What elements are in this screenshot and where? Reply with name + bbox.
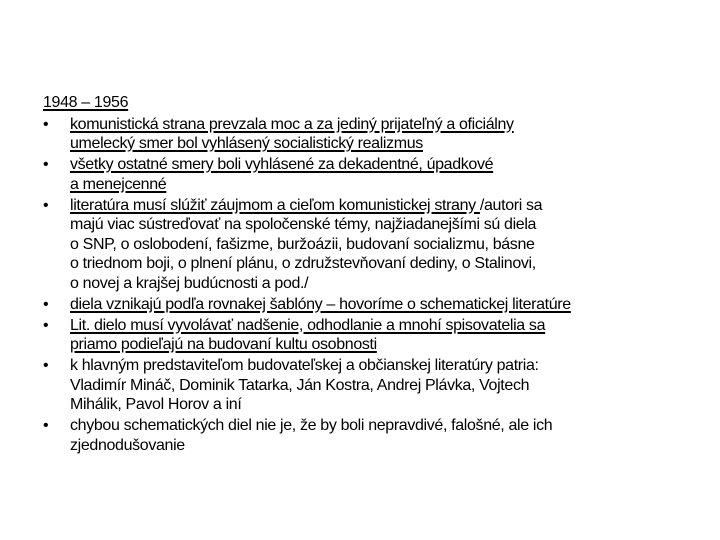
list-item xyxy=(43,295,703,315)
list-item xyxy=(43,416,703,455)
line-text: všetky ostatné smery boli vyhlásené za dekadentné, úpadkové xyxy=(70,156,494,173)
list-item xyxy=(43,316,703,355)
list-item-line xyxy=(70,416,703,436)
bullet-icon: • xyxy=(43,417,49,434)
bullet-icon: • xyxy=(43,196,49,214)
line-text: chybou schematických diel nie je, že by boli nepravdivé, falošné, ale ich xyxy=(70,417,553,434)
list-item-line xyxy=(70,356,703,376)
bullet-icon: • xyxy=(43,295,49,313)
list-item-line xyxy=(70,376,703,396)
line-text: Lit. dielo musí vyvolávať nadšenie, odhodlanie a mnohí spisovatelia sa xyxy=(70,316,546,334)
bullet-icon: • xyxy=(43,156,49,173)
list-item-line xyxy=(70,155,703,175)
list-item-line xyxy=(70,175,703,195)
line-text: Mihálik, Pavol Horov a iní xyxy=(70,396,242,413)
line-text: k hlavným predstaviteľom budovateľskej a občianskej literatúry patria: xyxy=(70,357,539,374)
bullet-icon: • xyxy=(43,115,49,133)
line-text: priamo podieľajú na budovaní kultu osobnosti xyxy=(70,336,377,353)
line-text: o novej a krajšej budúcnosti a pod./ xyxy=(70,274,309,292)
list-item-line xyxy=(70,215,703,235)
line-text: komunistická strana prevzala moc a za jediný prijateľný a oficiálny xyxy=(70,115,514,133)
list-item xyxy=(43,196,703,294)
list-item xyxy=(43,356,703,415)
line-text: umelecký smer bol vyhlásený socialistický realizmus xyxy=(70,135,423,152)
list-item-line xyxy=(70,115,703,135)
list-item xyxy=(43,115,703,154)
list-item-line xyxy=(70,235,703,255)
line-text: o SNP, o oslobodení, fašizme, buržoázii, budovaní socializmu, básne xyxy=(70,235,535,253)
bullet-icon: • xyxy=(43,357,49,374)
plain-text: /autori sa xyxy=(479,196,543,214)
slide-heading: 1948 – 1956 xyxy=(43,94,129,111)
line-text: o triednom boji, o plnení plánu, o združstevňovaní dediny, o Stalinovi, xyxy=(70,255,536,272)
bullet-list xyxy=(43,115,703,456)
list-item-line xyxy=(70,436,703,456)
list-item-line xyxy=(70,196,703,216)
underlined-text: literatúra musí slúžiť záujmom a cieľom komunistickej strany xyxy=(70,196,480,214)
list-item-line xyxy=(70,295,703,315)
line-text: diela vznikajú podľa rovnakej šablóny – hovoríme o schematickej literatúre xyxy=(70,295,571,313)
line-text: majú viac sústreďovať na spoločenské témy, najžiadanejšími sú diela xyxy=(70,216,537,233)
list-item-line xyxy=(70,316,703,336)
list-item-line xyxy=(70,335,703,355)
line-text: zjednodušovanie xyxy=(70,436,185,454)
list-item xyxy=(43,155,703,194)
list-item-line xyxy=(70,395,703,415)
list-item-line xyxy=(70,134,703,154)
list-item-line xyxy=(70,274,703,294)
line-text: Vladimír Mináč, Dominik Tatarka, Ján Kostra, Andrej Plávka, Vojtech xyxy=(70,376,530,394)
slide-content xyxy=(43,93,703,457)
line-text: a menejcenné xyxy=(70,175,167,193)
list-item-line xyxy=(70,254,703,274)
bullet-icon: • xyxy=(43,316,49,334)
